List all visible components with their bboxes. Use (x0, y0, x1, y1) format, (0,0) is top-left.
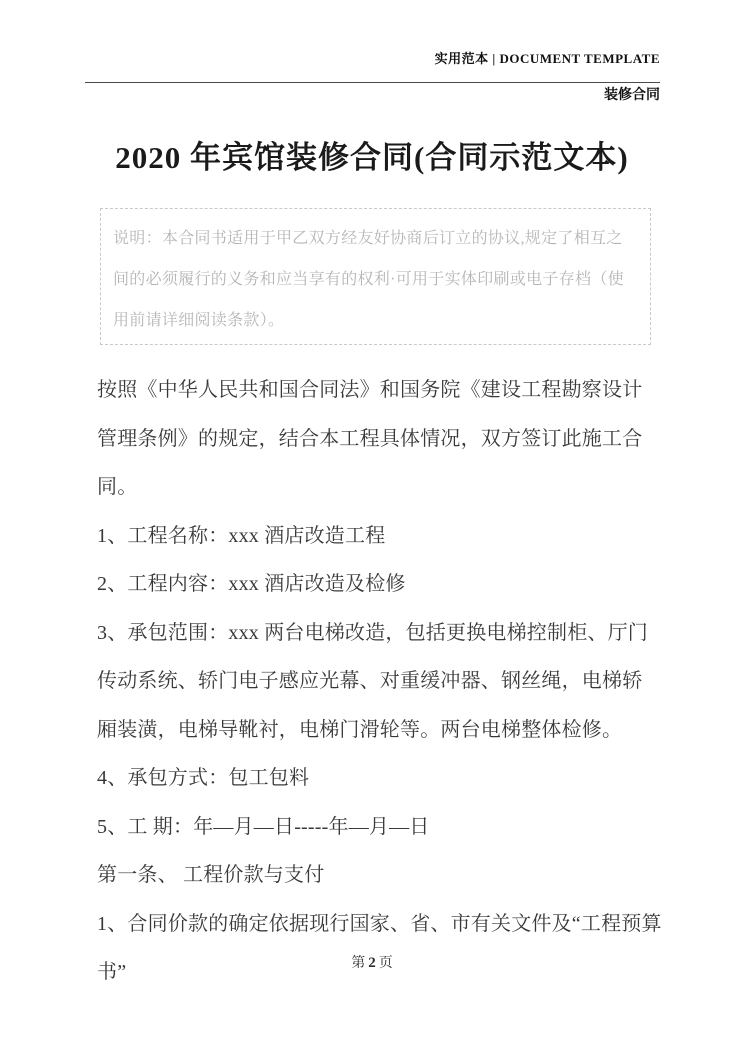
notice-text: 说明：本合同书适用于甲乙双方经友好协商后订立的协议,规定了相互之间的必须履行的义务和应当享有的权利·可用于实体印刷或电子存档（使用前请详细阅读条款）。 (113, 230, 624, 329)
header-doc-type: 装修合同 (604, 88, 660, 103)
body-paragraph: 按照《中华人民共和国合同法》和国务院《建设工程勘察设计管理条例》的规定，结合本工程具体情况，双方签订此施工合同。 (97, 379, 643, 498)
footer-page-suffix: 页 (378, 956, 393, 971)
page-header (85, 50, 660, 105)
document-title: 2020 年宾馆装修合同(合同示范文本) (115, 140, 629, 175)
page-footer (0, 952, 744, 972)
body-paragraph: 5、工 期：年—月—日-----年—月—日 (97, 815, 430, 838)
notice-box (100, 208, 651, 345)
footer-page-number: 2 (368, 955, 376, 971)
header-brand: 实用范本 | DOCUMENT TEMPLATE (434, 51, 660, 66)
footer-page-prefix: 第 (351, 956, 366, 971)
body-paragraph: 4、承包方式：包工包料 (97, 767, 310, 789)
body-paragraph: 2、工程内容：xxx 酒店改造及检修 (97, 573, 406, 595)
body-paragraph: 第一条、 工程价款与支付 (97, 864, 325, 886)
header-divider (85, 82, 660, 83)
body-paragraph: 3、承包范围：xxx 两台电梯改造，包括更换电梯控制柜、厅门传动系统、轿门电子感应光幕、对重缓冲器、钢丝绳，电梯轿厢装潢，电梯导靴衬，电梯门滑轮等。两台电梯整体检修。 (97, 621, 648, 741)
document-body (97, 366, 662, 997)
body-paragraph: 1、工程名称：xxx 酒店改造工程 (97, 524, 386, 547)
body-paragraph: 1、合同价款的确定依据现行国家、省、市有关文件及“工程预算书” (97, 912, 662, 983)
